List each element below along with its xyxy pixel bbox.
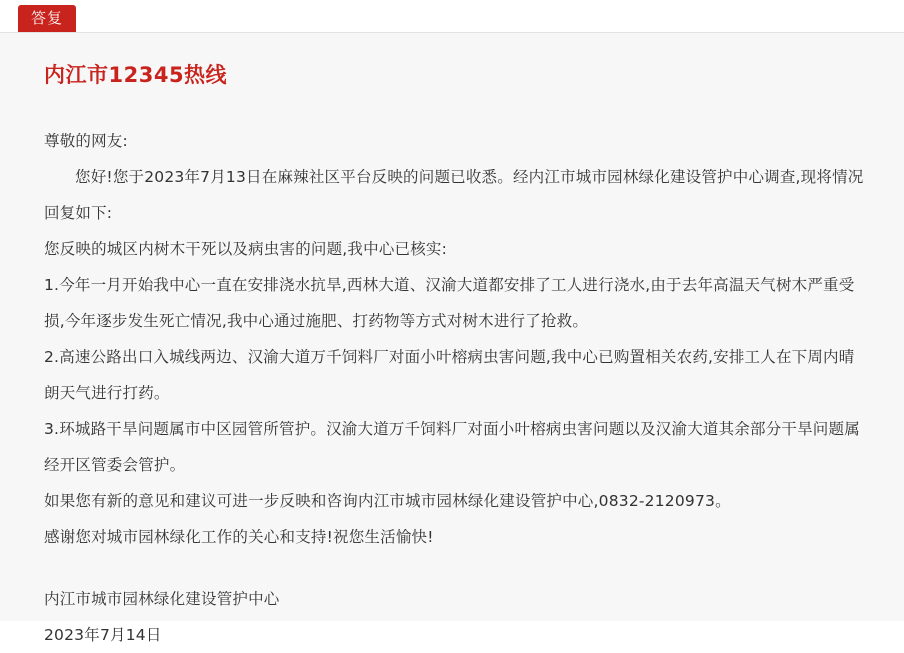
salutation: 尊敬的网友: xyxy=(44,132,128,150)
answer-body xyxy=(44,123,864,653)
tab-answer[interactable]: 答复 xyxy=(18,5,76,33)
paragraph-6: 如果您有新的意见和建议可进一步反映和咨询内江市城市园林绿化建设管护中心,0832-2120973。 xyxy=(44,492,731,510)
page-title: 内江市12345热线 xyxy=(44,63,228,87)
paragraph-7: 感谢您对城市园林绿化工作的关心和支持!祝您生活愉快! xyxy=(44,528,434,546)
paragraph-5: 3.环城路干旱问题属市中区园管所管护。汉渝大道万千饲料厂对面小叶榕病虫害问题以及汉渝大道其余部分干旱问题属经开区管委会管护。 xyxy=(44,420,860,474)
paragraph-4: 2.高速公路出口入城线两边、汉渝大道万千饲料厂对面小叶榕病虫害问题,我中心已购置相关农药,安排工人在下周内晴朗天气进行打药。 xyxy=(44,348,855,402)
paragraph-3: 1.今年一月开始我中心一直在安排浇水抗旱,西林大道、汉渝大道都安排了工人进行浇水,由于去年高温天气树木严重受损,今年逐步发生死亡情况,我中心通过施肥、打药物等方式对树木进行了抢救。 xyxy=(44,276,855,330)
signature-org: 内江市城市园林绿化建设管护中心 xyxy=(44,590,280,608)
answer-panel xyxy=(0,32,904,644)
signature-block xyxy=(44,581,864,653)
paragraph-1: 您好!您于2023年7月13日在麻辣社区平台反映的问题已收悉。经内江市城市园林绿化建设管护中心调查,现将情况回复如下: xyxy=(44,168,864,222)
signature-date: 2023年7月14日 xyxy=(44,626,162,644)
paragraph-2: 您反映的城区内树木干死以及病虫害的问题,我中心已核实: xyxy=(44,240,448,258)
tab-strip xyxy=(0,0,904,32)
